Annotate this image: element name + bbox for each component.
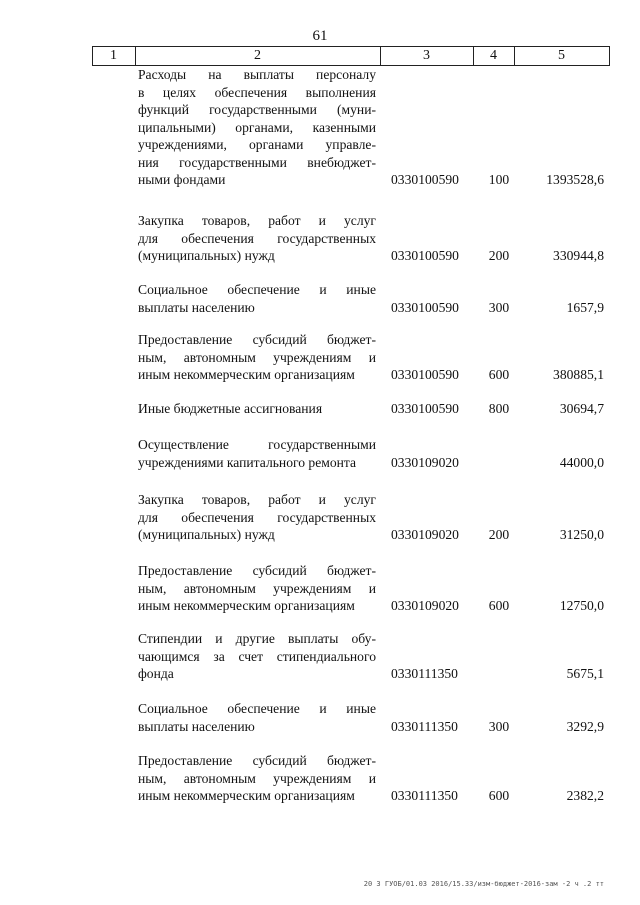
header-col-5: 5 [558, 48, 565, 63]
description-line: иным некоммерческим организациям [138, 367, 355, 382]
description-line: иным некоммерческим организациям [138, 598, 355, 613]
row-description [138, 436, 376, 471]
row-expense-type: 800 [488, 401, 510, 416]
description-line: Предоставление субсидий бюджет- [138, 753, 376, 768]
description-line: Расходы на выплаты персоналу [138, 67, 376, 82]
document-footer: 20 3 ГУОБ/01.03 2016/15.33/изм-бюджет-2016-зам -2 ч .2 тт [363, 880, 604, 888]
row-amount: 12750,0 [559, 598, 604, 613]
row-description [138, 400, 376, 418]
page-number: 61 [312, 28, 328, 44]
table-header [92, 46, 610, 66]
description-line: Социальное обеспечение и иные [138, 701, 376, 716]
row-code: 0330100590 [391, 299, 459, 315]
row-expense-type: 100 [488, 172, 510, 187]
row-description [138, 562, 376, 615]
description-line: (муниципальных) нужд [138, 527, 275, 542]
row-amount: 330944,8 [553, 248, 604, 263]
description-line: учреждениями капитального ремонта [138, 454, 357, 470]
row-amount: 3292,9 [566, 718, 604, 734]
row-description [138, 281, 376, 316]
description-line: чающимся за счет стипендиального [138, 648, 376, 664]
row-code: 0330109020 [391, 598, 459, 613]
row-expense-type: 600 [488, 598, 510, 613]
row-description [138, 212, 376, 265]
description-line: для обеспечения государственных [138, 509, 376, 525]
description-line: выплаты населению [138, 718, 255, 734]
description-line: иным некоммерческим организациям [138, 788, 355, 803]
description-line: учреждениями, органами управле- [138, 137, 376, 152]
description-line: Осуществление государственными [138, 437, 376, 452]
row-amount: 44000,0 [559, 454, 604, 470]
row-amount: 380885,1 [553, 367, 604, 382]
description-line: ным, автономным учреждениям и [138, 349, 376, 365]
row-expense-type: 300 [488, 299, 510, 315]
row-expense-type: 600 [488, 788, 510, 803]
row-amount: 2382,2 [566, 788, 604, 803]
row-description [138, 630, 376, 683]
description-line: ным, автономным учреждениям и [138, 580, 376, 596]
row-expense-type: 600 [488, 367, 510, 382]
header-col-4: 4 [490, 48, 497, 63]
row-code: 0330100590 [391, 401, 459, 416]
description-line: Предоставление субсидий бюджет- [138, 563, 376, 578]
header-col-3: 3 [423, 48, 430, 63]
row-amount: 1657,9 [566, 299, 604, 315]
row-description [138, 752, 376, 805]
description-line: фонда [138, 666, 174, 681]
row-description [138, 491, 376, 544]
description-line: (муниципальных) нужд [138, 248, 275, 263]
description-line: ными фондами [138, 172, 226, 187]
description-line: ния государственными внебюджет- [138, 154, 376, 170]
row-description [138, 331, 376, 384]
row-amount: 30694,7 [559, 401, 604, 416]
row-code: 0330100590 [391, 248, 459, 263]
row-expense-type: 200 [488, 248, 510, 263]
row-amount: 1393528,6 [546, 172, 604, 187]
description-line: ным, автономным учреждениям и [138, 770, 376, 786]
row-code: 0330109020 [391, 527, 459, 542]
row-code: 0330111350 [391, 666, 458, 681]
row-code: 0330111350 [391, 718, 458, 734]
row-code: 0330100590 [391, 172, 459, 187]
row-code: 0330100590 [391, 367, 459, 382]
description-line: выплаты населению [138, 299, 255, 315]
description-line: ципальными) органами, казенными [138, 119, 376, 135]
description-line: Закупка товаров, работ и услуг [138, 213, 376, 228]
description-line: для обеспечения государственных [138, 230, 376, 246]
row-expense-type: 300 [488, 718, 510, 734]
row-description [138, 66, 376, 189]
description-line: Закупка товаров, работ и услуг [138, 492, 376, 507]
column-divider [609, 47, 610, 65]
header-col-1: 1 [110, 48, 117, 63]
row-description [138, 700, 376, 735]
row-code: 0330109020 [391, 454, 459, 470]
row-amount: 5675,1 [566, 666, 604, 681]
description-line: функций государственными (муни- [138, 102, 376, 117]
description-line: Стипендии и другие выплаты обу- [138, 631, 376, 646]
header-col-2: 2 [254, 48, 261, 63]
description-line: Социальное обеспечение и иные [138, 282, 376, 297]
row-amount: 31250,0 [559, 527, 604, 542]
description-line: Иные бюджетные ассигнования [138, 401, 323, 416]
row-code: 0330111350 [391, 788, 458, 803]
description-line: в целях обеспечения выполнения [138, 84, 376, 100]
row-expense-type: 200 [488, 527, 510, 542]
description-line: Предоставление субсидий бюджет- [138, 332, 376, 347]
